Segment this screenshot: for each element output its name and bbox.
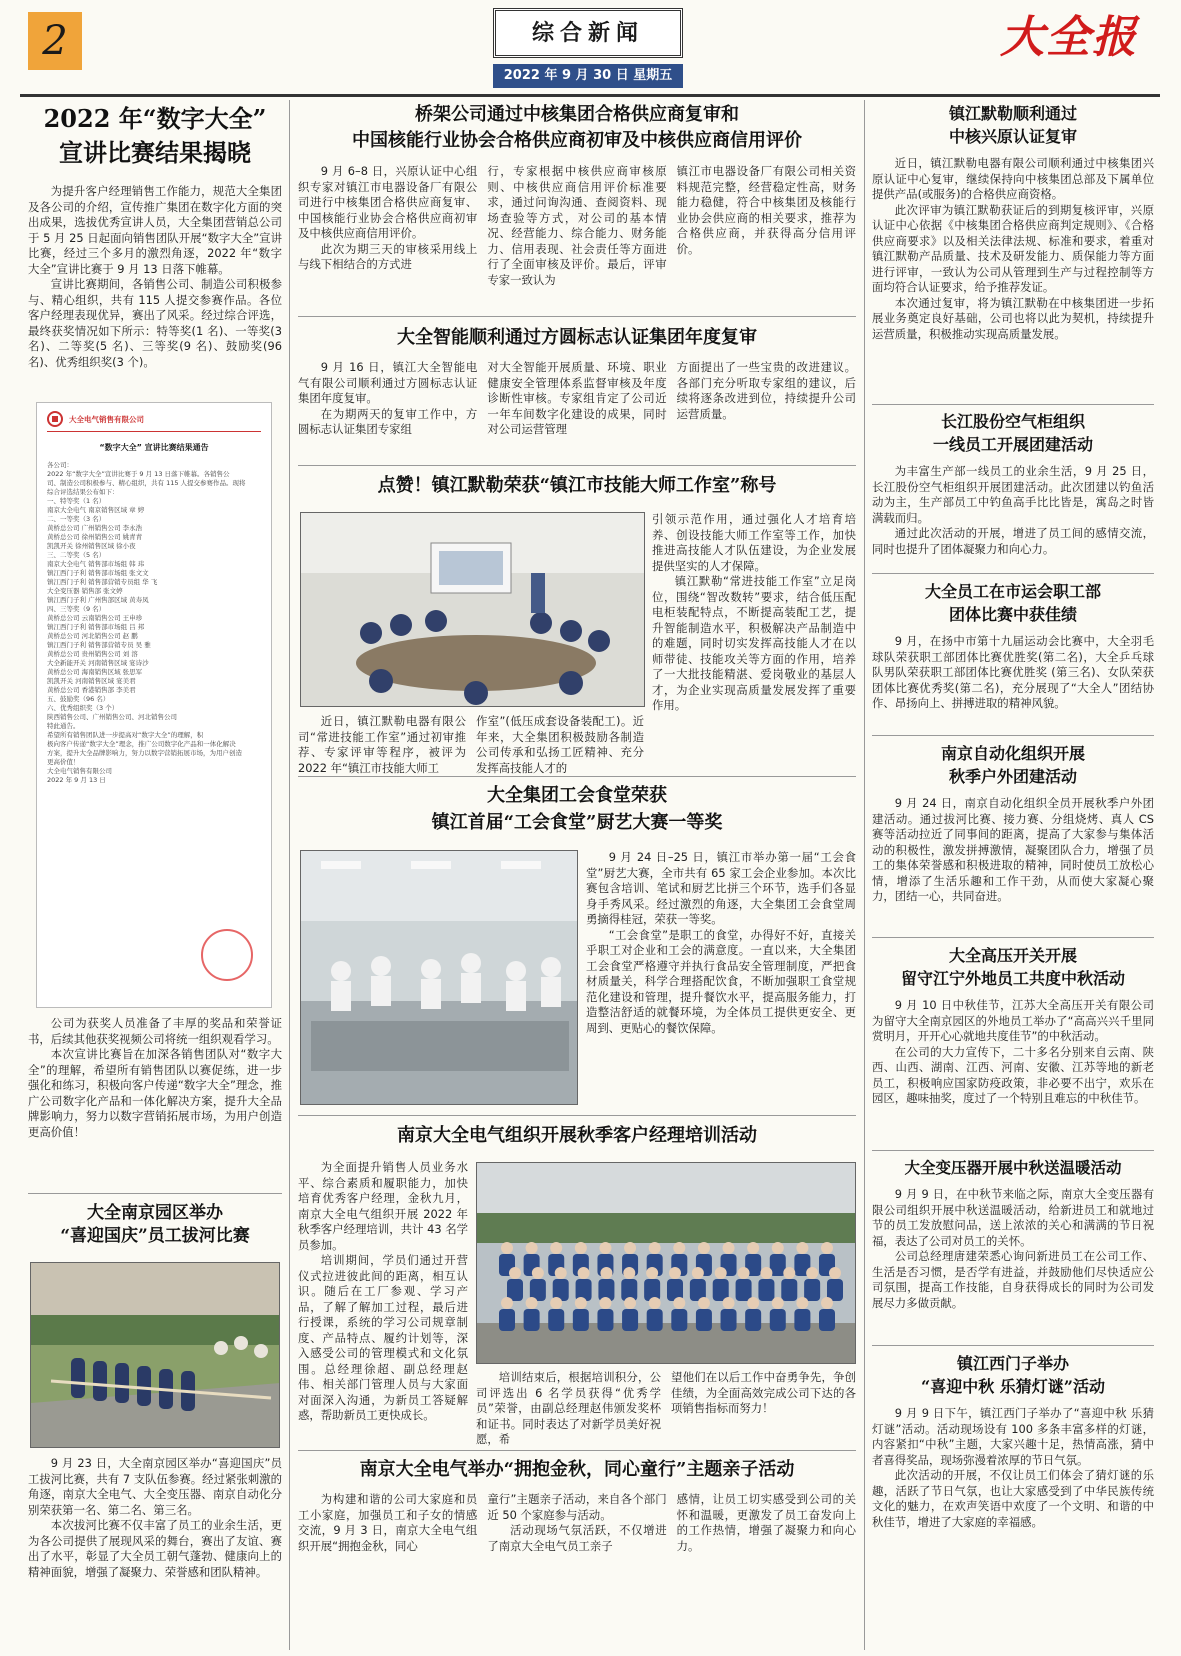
article-outdoor-team <box>872 742 1154 905</box>
notice-line: 三、二等奖（5 名） <box>47 551 106 559</box>
headline-line-1: 镇江默勒顺利通过 <box>948 104 1077 123</box>
notice-line: 黄桥总公司 海南销售区域 张思军 <box>47 668 143 676</box>
column-rule-left <box>289 100 290 1650</box>
paragraph: 通过此次活动的开展，增进了员工间的感情交流，同时也提升了团体凝聚力和向心力。 <box>872 526 1154 556</box>
article-mid-autumn-hv <box>872 944 1154 1107</box>
divider <box>298 316 856 317</box>
notice-line: 希望所有销售团队进一步提高对“数字大全”的理解，积 <box>47 731 204 739</box>
company-logo-icon <box>47 411 63 427</box>
notice-line: 更高价值！ <box>47 758 80 766</box>
headline-line-2: 留守江宁外地员工共度中秋活动 <box>900 969 1125 988</box>
paragraph: 本次通过复审，将为镇江默勒在中核集团进一步拓展业务奠定良好基础，公司也将以此为契机，持续提升运营质量，积极推动实现高质量发展。 <box>872 295 1154 341</box>
article-sports-meet <box>872 580 1154 712</box>
article-family-day <box>298 1456 856 1554</box>
section-title: 综合新闻 <box>493 8 683 58</box>
paragraph: 9 月 16 日，镇江大全智能电气有限公司顺利通过方圆标志认证集团年度复审。 <box>298 360 478 405</box>
notice-body <box>47 461 261 785</box>
award-notice-image <box>36 402 272 1008</box>
headline-line-2: 宣讲比赛结果揭晓 <box>59 138 251 167</box>
notice-line: 镇江西门子利 销售部营销专员组 华 飞 <box>47 578 158 586</box>
paragraph: 9 月 9 日，在中秋节来临之际，南京大全变压器有限公司组织开展中秋送温暖活动，给新进员工和就地过节的员工发放慰问品，送上浓浓的关心和满满的节日祝福，表达了公司对员工的关怀。 <box>872 1187 1154 1248</box>
paragraph: 此次评审为镇江默勒获证后的到期复核评审，兴原认证中心依据《中核集团合格供应商判定规则》、《合格供应商要求》以及相关法律法规、标准和要求，着重对镇江默勒产品质量、技术及研发能力、质保能力等方面进行评审，一致认为公司从管理到生产与过程控制等方面均符合认证要求，给予推荐发证。 <box>872 202 1154 294</box>
column-rule-right <box>864 100 865 1650</box>
headline-line-1: 大全员工在市运会职工部 <box>924 582 1101 601</box>
tug-of-war-photo <box>30 1262 280 1448</box>
article-training-bottom <box>476 1370 856 1448</box>
notice-line: 2022 年“数字大全”宣讲比赛于 9 月 13 日落下帷幕。各销售公 <box>47 470 230 478</box>
notice-line: 黄桥总公司 徐州销售公司 姚青青 <box>47 533 143 541</box>
divider <box>872 1345 1154 1346</box>
notice-line: 黄桥总公司 云南销售公司 王申珍 <box>47 614 143 622</box>
notice-line: 黄桥总公司 贵州销售公司 刘 溶 <box>47 650 138 658</box>
paragraph: 近日，镇江默勒电器有限公司顺利通过中核集团兴原认证中心复审，继续保持向中核集团总部及下属单位提供产品(或服务)的合格供应商资格。 <box>872 156 1154 201</box>
paragraph: 9 月 6–8 日，兴原认证中心组织专家对镇江市电器设备厂有限公司进行中核集团合格供应商复审、中国核能行业协会合格供应商初审及中核供应商信用评价。 <box>298 164 478 240</box>
article-digital-daquan <box>28 102 282 370</box>
divider <box>872 573 1154 574</box>
article-cable-tray <box>298 102 856 288</box>
paragraph: 望他们在以后工作中奋勇争先，争创佳绩，为全面高效完成公司下达的各项销售指标而努力！ <box>671 1370 856 1415</box>
headline-line-2: 镇江首届“工会食堂”厨艺大赛一等奖 <box>431 812 723 833</box>
divider <box>298 776 856 777</box>
divider <box>872 937 1154 938</box>
headline-line-1: 长江股份空气柜组织 <box>940 412 1085 431</box>
notice-line: 陕西销售公司、广州销售公司、河北销售公司 <box>47 713 177 721</box>
canteen-photo <box>300 850 578 1105</box>
paragraph: 本次拔河比赛不仅丰富了员工的业余生活，更为各公司提供了展现风采的舞台，赛出了友谊、赛出了水平，彰显了大全员工朝气蓬勃、健康向上的精神面貌，增强了凝聚力、荣誉感和团队精神。 <box>28 1518 282 1579</box>
newspaper-logo: 大全报 <box>1000 12 1138 63</box>
paragraph: 在为期两天的复审工作中，方圆标志认证集团专家组 <box>298 406 478 436</box>
headline: 南京大全电气举办“拥抱金秋，同心童行”主题亲子活动 <box>359 1459 795 1480</box>
paragraph: 为全面提升销售人员业务水平、综合素质和履职能力，加快培育优秀客户经理，金秋九月，南京大全电气组织开展 2022 年秋季客户经理培训，共计 43 名学员参加。 <box>298 1160 468 1252</box>
notice-line: 黄桥总公司 广州销售公司 李永浩 <box>47 524 143 532</box>
paragraph: 9 月 23 日，大全南京园区举办“喜迎国庆”员工拔河比赛，共有 7 支队伍参赛。经过紧张刺激的角逐，南京大全电气、大全变压器、南京自动化分别荣获第一名、第二名、第三名。 <box>28 1456 282 1517</box>
notice-line: 黄桥总公司 香港销售部 李美君 <box>47 686 136 694</box>
notice-line: 黄桥总公司 河北销售公司 赵 鹏 <box>47 632 138 640</box>
paragraph: 此次为期三天的审核采用线上与线下相结合的方式进 <box>298 241 478 271</box>
paragraph: 镇江默勒“常进技能工作室”立足岗位，围绕“智改数转”要求，结合低压配电柜装配特点，不断提高装配工艺，提升智能制造水平，积极解决产品制造中的难题，同时切实发挥高技能人才在以师带徒、技能攻关等方面的作用，培养了一大批技能精湛、爱岗敬业的基层人才，为企业实现高质量发展发挥了重要作用。 <box>652 574 856 712</box>
paragraph: 方面提出了一些宝贵的改进建议。各部门充分听取专家组的建议，后续将逐条改进到位，持续提升公司运营质量。 <box>676 360 856 421</box>
notice-line: 二、一等奖（3 名） <box>47 515 106 523</box>
headline-line-2: 中核兴原认证复审 <box>948 127 1077 146</box>
notice-line: 南京大全电气 南京销售区域 章 婷 <box>47 506 145 514</box>
company-seal-icon <box>201 929 253 981</box>
notice-line: 综合评选结果公布如下： <box>47 488 119 496</box>
notice-line: 南京大全电气 销售部市场组 韩 玮 <box>47 560 145 568</box>
paragraph: 9 月 24 日，南京自动化组织全员开展秋季户外团建活动。通过拔河比赛、接力赛、分组烧烤、真人 CS 赛等活动拉近了同事间的距离，提高了大家参与集体活动的积极性，激发拼搏激情，凝聚团队合力，增强了员工的集体荣誉感和积极进取的精神，同时使员工放松心情，增添了生活乐趣和工作干劲，从而使大家凝心聚力，团结一心，共同奋进。 <box>872 796 1154 903</box>
notice-line: 特此通告。 <box>47 722 80 730</box>
notice-letterhead <box>47 411 261 432</box>
paragraph: 近日，镇江默勒电器有限公司“常进技能工作室”通过初审推荐、专家评审等程序，被评为 2022 年“镇江市技能大师工 <box>298 714 466 775</box>
paragraph: 9 月 24 日–25 日，镇江市举办第一届“工会食堂”厨艺大赛，全市共有 65 家工会企业参加。本次比赛包含培训、笔试和厨艺比拼三个环节，选手们各显身手秀风采。经过激烈的角逐，大全集团工会食堂周勇摘得桂冠，荣获一等奖。 <box>586 850 856 926</box>
article-training <box>298 1122 856 1150</box>
paragraph: 感情，让员工切实感受到公司的关怀和温暖，更激发了员工奋发向上的工作热情，增强了凝聚力和向心力。 <box>676 1492 856 1553</box>
notice-company: 大全电气销售有限公司 <box>69 414 144 424</box>
headline: 大全智能顺利通过方圆标志认证集团年度复审 <box>397 327 757 348</box>
page-number: 2 <box>28 12 82 70</box>
divider <box>28 1193 282 1194</box>
paragraph: 在公司的大力宣传下，二十多名分别来自云南、陕西、山西、湖南、江西、河南、安徽、江苏等地的新老员工，积极响应国家防疫政策，非必要不出宁，欢乐在园区，趣味抽奖，度过了一个特别且难忘的中秋佳节。 <box>872 1044 1154 1105</box>
notice-line: 六、优秀组织奖（3 个） <box>47 704 119 712</box>
notice-line: 司、制造公司积极参与、精心组织，共有 115 人提交参赛作品。现将 <box>47 479 246 487</box>
paragraph: 镇江市电器设备厂有限公司相关资料规范完整，经营稳定性高，财务能力稳健，符合中核集团及核能行业协会供应商的相关要求，推荐为合格供应商，并获得高分信用评价。 <box>676 164 856 256</box>
notice-line: 大全电气销售有限公司 <box>47 767 112 775</box>
paragraph: 对大全智能开展质量、环境、职业健康安全管理体系监督审核及年度诊断性审核。专家组肯定了公司近一年车间数字化建设的成果，同时对公司运营管理 <box>487 360 667 436</box>
divider <box>298 465 856 466</box>
divider <box>298 1450 856 1451</box>
notice-line: 极向客户传递“数字大全”理念，推广公司数字化产品和一体化解决 <box>47 740 236 748</box>
headline-line-2: “喜迎中秋 乐猜灯谜”活动 <box>921 1377 1105 1396</box>
paragraph: 活动现场气氛活跃，不仅增进了南京大全电气员工亲子 <box>487 1523 667 1553</box>
headline-line-2: 团体比赛中获佳绩 <box>948 605 1077 624</box>
notice-line: 镇江西门子利 销售部营销专员 吴 雅 <box>47 641 151 649</box>
headline-line-1: 南京自动化组织开展 <box>940 744 1085 763</box>
paragraph: 宣讲比赛期间，各销售公司、制造公司积极参与、精心组织，共有 115 人提交参赛作品。各位客户经理表现优异，赛出了风采。经过综合评选，最终获奖情况如下所示：特等奖(1 名)、一等奖(3 名)、二等奖(5 名)、三等奖(9 名)、鼓励奖(96 名)、优秀组织奖(3 个)。 <box>28 277 282 369</box>
article-tug-of-war <box>28 1202 282 1248</box>
notice-line: 大全变压器 销售部 张文婷 <box>47 587 123 595</box>
workshop-photo <box>300 512 645 707</box>
headline-line-2: 一线员工开展团建活动 <box>932 435 1093 454</box>
paragraph: 童行”主题亲子活动，来自各个部门近 50 个家庭参与活动。 <box>487 1492 667 1522</box>
headline: 点赞！镇江默勒荣获“镇江市技能大师工作室”称号 <box>377 475 777 496</box>
header-rule <box>20 94 1160 97</box>
paragraph: 引领示范作用，通过强化人才培育培养、创设技能大师工作室等工作，加快推进高技能人才队伍建设，为企业发展提供坚实的人才保障。 <box>652 512 856 573</box>
notice-line: 各公司： <box>47 461 73 469</box>
paragraph: 9 月 10 日中秋佳节，江苏大全高压开关有限公司为留守大全南京园区的外地员工举办了“高高兴兴千里同赏明月，开开心心就地共度佳节”的中秋活动。 <box>872 998 1154 1043</box>
article-training-left <box>298 1160 468 1424</box>
headline: 南京大全电气组织开展秋季客户经理培训活动 <box>397 1125 757 1146</box>
article-canteen <box>298 782 856 836</box>
notice-line: 镇江西门子利 广州售部区域 黄寿凤 <box>47 596 149 604</box>
paragraph: 作室”(低压成套设备装配工)。近年来，大全集团积极鼓励各制造公司传承和弘扬工匠精神、充分发挥高技能人才的 <box>476 714 644 775</box>
article-digital-daquan-cont <box>28 1016 282 1140</box>
divider <box>872 1150 1154 1151</box>
notice-line: 大全新能开关 河南销售区域 宴诗沙 <box>47 659 149 667</box>
headline-line-1: 镇江西门子举办 <box>956 1354 1069 1373</box>
notice-line: 镇江西门子利 销售部市场组 吕 邦 <box>47 623 145 631</box>
headline: 大全变压器开展中秋送温暖活动 <box>904 1158 1122 1177</box>
notice-line: 2022 年 9 月 13 日 <box>47 776 106 784</box>
article-smart-audit <box>298 324 856 438</box>
notice-line: 凯凯开关 徐州销售区域 徐小夜 <box>47 542 136 550</box>
training-group-photo <box>476 1162 856 1364</box>
notice-line: 一、特等奖（1 名） <box>47 497 106 505</box>
article-lantern-riddles <box>872 1352 1154 1530</box>
notice-line: 镇江西门子利 销售部市场组 张文文 <box>47 569 149 577</box>
paragraph: 为丰富生产部一线员工的业余生活，9 月 25 日，长江股份空气柜组织开展团建活动。此次团建以钓鱼活动为主，生产部员工中钓鱼高手比比皆是，寓岛之时皆满载而归。 <box>872 464 1154 525</box>
notice-line: 凯凯开关 河南销售区域 宴美君 <box>47 677 136 685</box>
headline-line-1: 大全集团工会食堂荣获 <box>487 785 667 806</box>
article-moeller-audit <box>872 102 1154 342</box>
paragraph: 9 月，在扬中市第十九届运动会比赛中，大全羽毛球队荣获职工部团体比赛优胜奖(第二名)，大全乒乓球队男队荣获职工部团体比赛优胜奖 (第三名)、女队荣获团体比赛优秀奖(第二名)，充分展现了“大全人”团结协作、昂扬向上、拼搏进取的精神风貌。 <box>872 634 1154 710</box>
paragraph: 此次活动的开展，不仅让员工们体会了猜灯谜的乐趣，活跃了节日气氛，也让大家感受到了中华民族传统文化的魅力，在欢声笑语中欢度了一个文明、和谐的中秋佳节，增进了大家庭的幸福感。 <box>872 1468 1154 1529</box>
article-canteen-body <box>586 850 856 1036</box>
paragraph: 9 月 9 日下午，镇江西门子举办了“喜迎中秋 乐猜灯谜”活动。活动现场设有 100 多条丰富多样的灯谜，内容紧扣“中秋”主题，大家兴趣十足，热情高涨，猜中者喜得奖品，现场弥漫着浓厚的节日气氛。 <box>872 1406 1154 1467</box>
paragraph: “工会食堂”是职工的食堂，办得好不好，直接关乎职工对企业和工会的满意度。一直以来，大全集团工会食堂严格遵守并执行食品安全管理制度，严把食材质量关，科学合理搭配饮食，不断加强职工食堂规范化建设和管理，提升餐饮水平，提高服务能力，打造整洁舒适的就餐环境，为全体员工提供更安全、更周到、更贴心的餐饮保障。 <box>586 927 856 1035</box>
issue-date: 2022 年 9 月 30 日 星期五 <box>493 64 683 88</box>
headline-line-1: 大全高压开关开展 <box>948 946 1077 965</box>
article-skill-master-right <box>652 512 856 714</box>
paragraph: 为提升客户经理销售工作能力，规范大全集团及各公司的介绍，宣传推广集团在数字化方面的突出成果，选拔优秀宣讲人员，大全集团营销总公司于 5 月 25 日起面向销售团队开展“数字大全”宣讲比赛，经过三个多月的激烈角逐，2022 年“数字大全”宣讲比赛于 9 月 13 日落下帷幕。 <box>28 184 282 276</box>
headline-line-2: “喜迎国庆”员工拔河比赛 <box>60 1226 250 1246</box>
notice-line: 四、三等奖（9 名） <box>47 605 106 613</box>
article-skill-master-bottom <box>298 714 644 776</box>
notice-title: “数字大全” 宣讲比赛结果通告 <box>99 443 209 452</box>
paragraph: 本次宣讲比赛旨在加深各销售团队对“数字大全”的理解，希望所有销售团队以赛促练，进一步强化和练习，积极向客户传递“数字大全”理念，推广公司数字化产品和一体化解决方案，提升大全品牌影响力，努力以数字营销拓展市场，为用户创造更高价值！ <box>28 1047 282 1139</box>
headline-line-1: 桥架公司通过中核集团合格供应商复审和 <box>415 104 739 125</box>
paragraph: 行，专家根据中核供应商审核原则、中核供应商信用评价标准要求，通过问询沟通、查阅资料、现场查验等方式，对公司的基本情况、经营能力、综合能力、财务能力、信用表现、社会责任等方面进行了全面审核及评价。最后，评审专家一致认为 <box>487 164 667 287</box>
divider <box>872 404 1154 405</box>
paragraph: 为构建和谐的公司大家庭和员工小家庭，加强员工和子女的情感交流，9 月 3 日，南京大全电气组织开展“拥抱金秋，同心 <box>298 1492 478 1553</box>
paragraph: 公司为获奖人员准备了丰厚的奖品和荣誉证书，后续其他获奖视频公司将统一组织观看学习。 <box>28 1016 282 1046</box>
headline-line-1: 2022 年“数字大全” <box>43 104 267 133</box>
article-tug-of-war-body <box>28 1456 282 1580</box>
article-skill-master <box>298 472 856 500</box>
paragraph: 公司总经理唐建荣悉心询问新进员工在公司工作、生活是否习惯，是否学有进益，并鼓励他们尽快适应公司氛围，提高工作技能，自身获得成长的同时为公司发展尽力多做贡献。 <box>872 1249 1154 1310</box>
article-transformer-care <box>872 1156 1154 1311</box>
article-fishing-team <box>872 410 1154 557</box>
headline-line-2: 秋季户外团建活动 <box>948 767 1077 786</box>
headline-line-1: 大全南京园区举办 <box>87 1203 223 1223</box>
divider <box>872 735 1154 736</box>
notice-line: 五、鼓励奖（96 名） <box>47 695 110 703</box>
headline-line-2: 中国核能行业协会合格供应商初审及中核供应商信用评价 <box>352 130 802 151</box>
paragraph: 培训期间，学员们通过开营仪式拉进彼此间的距离，相互认识。随后在工厂参观、学习产品，了解了解加工过程，最后进行授课，系统的学习公司规章制度、产品特点、履约计划等，深入感受公司的管理模式和文化氛围。总经理徐超、副总经理赵伟、相关部门管理人员与大家面对面深入沟通，为新员工答疑解惑，帮助新员工更快成长。 <box>298 1253 468 1422</box>
paragraph: 培训结束后，根据培训积分，公司评选出 6 名学员获得“优秀学员”荣誉，由副总经理赵伟颁发奖杯和证书。同时表达了对新学员美好祝愿，希 <box>476 1370 661 1446</box>
notice-line: 方案，提升大全品牌影响力，努力以数字营销拓展市场，为用户创造 <box>47 749 242 757</box>
divider <box>298 1115 856 1116</box>
